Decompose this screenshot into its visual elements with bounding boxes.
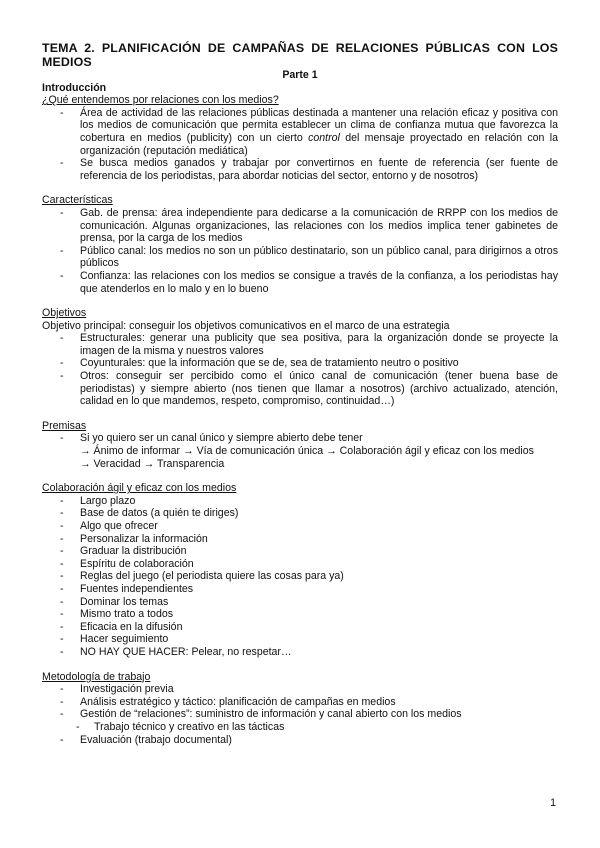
- intro-heading: Introducción: [42, 81, 107, 94]
- caracteristicas-heading: Características: [42, 194, 113, 207]
- list-item: - Dominar los temas: [42, 596, 558, 609]
- list-item: - Coyunturales: que la información que se de, sea de tratamiento neutro o positivo: [42, 357, 558, 370]
- list-item: - Reglas del juego (el periodista quiere las cosas para ya): [42, 570, 558, 583]
- list-item: - Si yo quiero ser un canal único y siempre abierto debe tener: [42, 432, 558, 445]
- list-item: - Base de datos (a quién te diriges): [42, 507, 558, 520]
- premisas-heading: Premisas: [42, 419, 87, 432]
- list-item: - Hacer seguimiento: [42, 633, 558, 646]
- metodologia-list-end: [42, 734, 558, 747]
- list-item: - Algo que ofrecer: [42, 520, 558, 533]
- section-colaboracion: [42, 482, 558, 658]
- list-item: - Análisis estratégico y táctico: planificación de campañas en medios: [42, 696, 558, 709]
- colaboracion-heading: Colaboración ágil y eficaz con los medios: [42, 482, 237, 495]
- list-item: - Gestión de “relaciones”: suministro de información y canal abierto con los medios: [42, 708, 558, 721]
- objetivos-heading: Objetivos: [42, 307, 87, 320]
- list-item: - Trabajo técnico y creativo en las tácticas: [42, 721, 558, 734]
- list-item: - Espíritu de colaboración: [42, 558, 558, 571]
- section-objetivos: [42, 307, 558, 408]
- document-title: TEMA 2. PLANIFICACIÓN DE CAMPAÑAS DE RELACIONES PÚBLICAS CON LOS MEDIOS: [42, 41, 558, 69]
- part-label: Parte 1: [282, 69, 318, 81]
- colaboracion-list: [42, 495, 558, 659]
- section-metodologia: [42, 671, 558, 747]
- objetivos-list: [42, 332, 558, 408]
- list-item: - Confianza: las relaciones con los medios se consigue a través de la confianza, a los periodistas hay que atenderlos en lo malo y en lo bueno: [42, 270, 558, 295]
- list-item: - Fuentes independientes: [42, 583, 558, 596]
- intro-item-emphasis: control: [308, 131, 340, 144]
- metodologia-list: [42, 683, 558, 721]
- caracteristicas-list: [42, 207, 558, 295]
- list-item: - Largo plazo: [42, 495, 558, 508]
- metodologia-heading: Metodología de trabajo: [42, 670, 151, 683]
- list-item: - Estructurales: generar una publicity que sea positiva, para la organización donde se proyecte la imagen de la misma y nuestros valores: [42, 332, 558, 357]
- list-item: [42, 107, 558, 157]
- intro-question: ¿Qué entendemos por relaciones con los medios?: [42, 94, 279, 107]
- section-introduccion: [42, 82, 558, 183]
- premisas-arrow-line: → Veracidad → Transparencia: [80, 457, 225, 470]
- intro-item-text-end: del mensaje proyectado en relación con la organización (reputación mediática): [80, 131, 558, 157]
- objetivo-principal: Objetivo principal: conseguir los objetivos comunicativos en el marco de una estrategia: [42, 319, 450, 332]
- premisas-arrow-line: → Ánimo de informar → Vía de comunicación única → Colaboración ágil y eficaz con los medios: [80, 445, 534, 458]
- intro-list: [42, 107, 558, 183]
- page-number: 1: [550, 797, 556, 809]
- list-item: - Eficacia en la difusión: [42, 621, 558, 634]
- section-caracteristicas: [42, 194, 558, 295]
- list-item: - Personalizar la información: [42, 533, 558, 546]
- list-item: - Gab. de prensa: área independiente para dedicarse a la comunicación de RRPP con los medios de comunicación. Algunas organizaciones, las relaciones con los medios implica tener gabinetes de prensa, por la carga de los medios: [42, 207, 558, 245]
- list-item: - Se busca medios ganados y trabajar por convertirnos en fuente de referencia (ser fuente de referencia de los periodistas, para abordar noticias del sector, entorno y de nosotros): [42, 157, 558, 182]
- intro-item-text: Área de actividad de las relaciones públicas destinada a mantener una relación eficaz y positiva con los medios de comunicación que permita establecer un clima de confianza mutua que favorezca la cobertura en medios (publicity) con un cierto: [80, 106, 558, 144]
- list-item: - Graduar la distribución: [42, 545, 558, 558]
- premisas-list: [42, 432, 558, 445]
- page-content: [42, 41, 558, 746]
- list-item: - Otros: conseguir ser percibido como el único canal de comunicación (tener buena base de periodistas) y siempre abierto (nos tienen que llamar a nosotros) (archivo actualizado, atención, calidad en lo que mandemos, respeto, compromiso, continuidad…): [42, 370, 558, 408]
- list-item: - Evaluación (trabajo documental): [42, 734, 558, 747]
- list-item: - Público canal: los medios no son un público destinatario, son un público canal, para dirigirnos a otros públicos: [42, 245, 558, 270]
- list-item: - Investigación previa: [42, 683, 558, 696]
- list-item: - NO HAY QUE HACER: Pelear, no respetar…: [42, 646, 558, 659]
- metodologia-sublist: [42, 721, 558, 734]
- section-premisas: [42, 420, 558, 470]
- list-item: - Mismo trato a todos: [42, 608, 558, 621]
